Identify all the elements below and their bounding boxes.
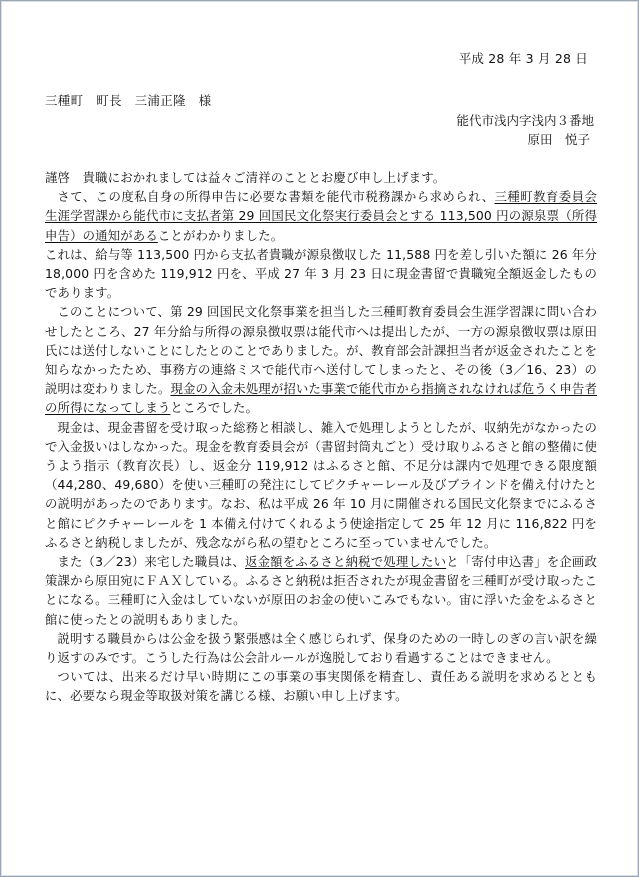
sender-name: 原田 悦子 xyxy=(527,132,590,147)
underlined-text: 返金額をふるさと納税で処理したい xyxy=(245,554,447,570)
greeting-paragraph: 謹啓 貴職におかれましては益々ご清祥のこととお慶び申し上げます。 xyxy=(45,170,446,185)
letter-date: 平成 28 年 3 月 28 日 xyxy=(458,51,588,66)
sender-address: 能代市浅内字浅内３番地 xyxy=(456,113,594,128)
underlined-text: 三種町教育委員会生涯学習課から能代市に支払者第 29 回国民文化祭実行委員会とする 113,500 円の源泉票（所得申告）の通知がある xyxy=(45,189,597,243)
closing-paragraph: ついては、出来るだけ早い時期にこの事業の事実関係を精査し、責任ある説明を求めるとともに、必要なら現金等取扱対策を講じる様、お願い申し上げます。 xyxy=(45,669,597,704)
sender-block xyxy=(456,111,594,149)
body-paragraph: これは、給与等 113,500 円から支払者貴職が源泉徴収した 11,588 円を差し引いた額に 26 年分 18,000 円を含めた 119,912 円を、平成 27 年 3 月 23 日に現金書留で貴職宛全額返金したものであります。 xyxy=(45,246,597,301)
body-paragraph: さて、この度私自身の所得申告に必要な書類を能代市税務課から求められ、三種町教育委員会生涯学習課から能代市に支払者第 29 回国民文化祭実行委員会とする 113,500 円の源泉票（所得申告）の通知があることがわかりました。 xyxy=(45,189,597,243)
body-paragraph: 説明する職員からは公金を扱う緊張感は全く感じられず、保身のための一時しのぎの言い訳を繰り返すのみです。こうした行為は公会計ルールが逸脱しており看過することはできません。 xyxy=(45,630,597,666)
letter-body xyxy=(45,168,597,706)
addressee: 三種町 町長 三浦正隆 様 xyxy=(45,93,212,108)
body-paragraph: 現金は、現金書留を受け取った総務と相談し、雑入で処理しようとしたが、収納先がなかったので入金扱いはしなかった。現金を教育委員会が（書留封筒丸ごと）受け取りふるさと館の整備に使うよう指示（教育次長）し、返金分 119,912 はふるさと館、不足分は課内で処理できる限度額（44,280、49,680）を使い三種町の発注にしてピクチャーレール及びブラインドを備え付けたとの説明があったのであります。なお、私は平成 26 年 10 月に開催される国民文化祭までにふるさと館にピクチャーレールを 1 本備え付けてくれるよう使途指定して 25 年 12 月に 116,822 円をふるさと納税しましたが、残念ながら私の望むところに至っていませんでした。 xyxy=(45,419,597,550)
body-paragraph: また（3／23）来宅した職員は、返金額をふるさと納税で処理したいと「寄付申込書」を企画政策課から原田宛にＦＡＸしている。ふるさと納税は拒否されたが現金書留を三種町が受け取ったことになる。三種町に入金はしていないが原田のお金の使いこみでもない。宙に浮いた金をふるさと館に使ったとの説明もありました。 xyxy=(45,554,597,627)
underlined-text: 現金の入金未処理が招いた事業で能代市から指摘されなければ危うく申告者の所得になってしまう xyxy=(45,381,598,416)
body-paragraph: このことについて、第 29 回国民文化祭事業を担当した三種町教育委員会生涯学習課に問い合わせしたところ、27 年分給与所得の源泉徴収票は能代市へは提出したが、一方の源泉徴収票は原田氏には送付しないことにしたとのことでありました。が、教育部会計課担当者が返金されたことを知らなかったため、事務方の連絡ミスで能代市へ送付してしまったと、その後（3／16、23）の説明は変わりました。現金の入金未処理が招いた事業で能代市から指摘されなければ危うく申告者の所得になってしまうところでした。 xyxy=(45,304,598,416)
